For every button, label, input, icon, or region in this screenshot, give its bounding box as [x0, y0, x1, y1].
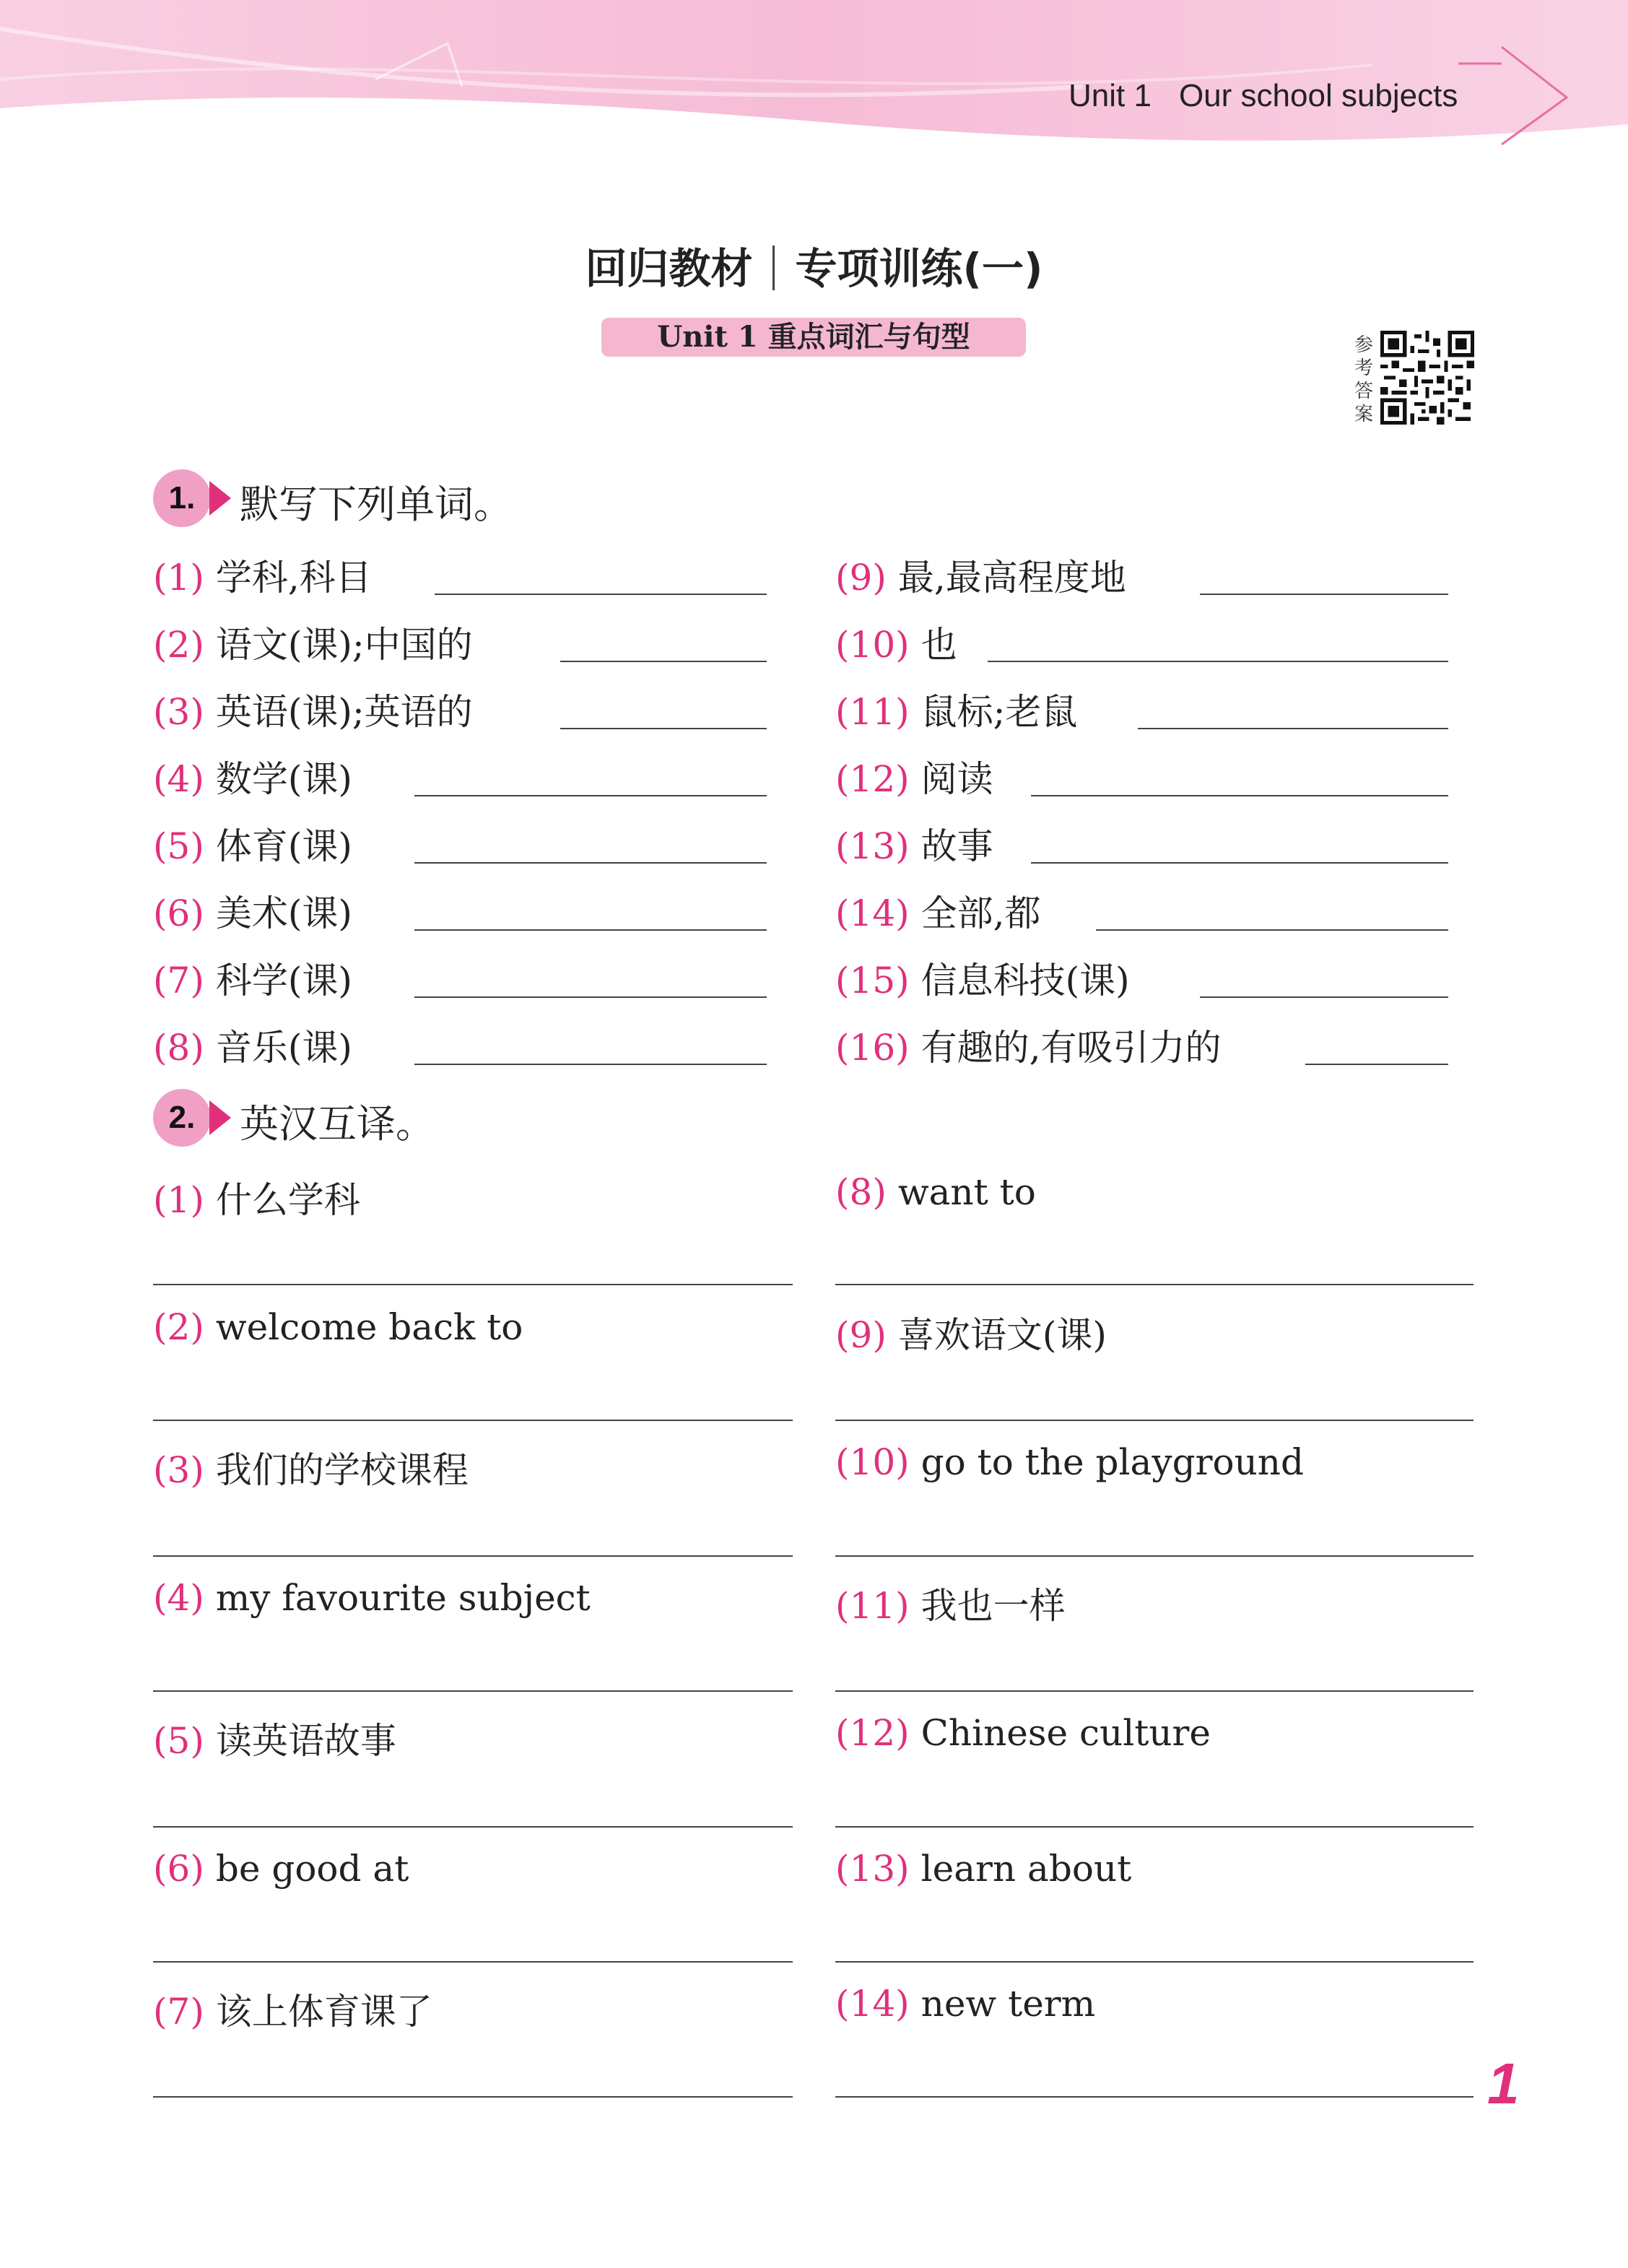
header-unit-title	[1068, 78, 1458, 114]
page-title	[0, 235, 1628, 295]
answer-blank[interactable]	[1305, 1064, 1448, 1065]
answer-line[interactable]	[835, 1961, 1474, 1963]
answer-blank[interactable]	[1096, 929, 1448, 931]
translate-item: (3) 我们的学校课程	[153, 1449, 469, 1491]
translate-item: (9) 喜欢语文(课)	[835, 1314, 1107, 1356]
word-item: (11) 鼠标;老鼠	[835, 691, 1078, 733]
qr-code-icon[interactable]	[1380, 331, 1474, 425]
title-right: 专项训练(一)	[795, 244, 1043, 293]
translate-item: (10) go to the playground	[835, 1441, 1304, 1483]
word-item: (2) 语文(课);中国的	[153, 624, 473, 666]
word-item: (3) 英语(课);英语的	[153, 691, 473, 733]
page-number: 1	[1487, 2051, 1520, 2116]
answer-line[interactable]	[153, 1690, 793, 1692]
section-title: 英汉互译。	[240, 1101, 435, 1147]
answer-blank[interactable]	[1031, 862, 1448, 864]
answer-blank[interactable]	[560, 661, 767, 662]
section-title: 默写下列单词。	[240, 482, 513, 527]
translate-item: (1) 什么学科	[153, 1179, 360, 1221]
section-arrow-icon	[209, 481, 231, 516]
translate-item: (12) Chinese culture	[835, 1712, 1211, 1754]
translate-item: (7) 该上体育课了	[153, 1991, 432, 2033]
word-item: (1) 学科,科目	[153, 557, 372, 599]
word-item: (13) 故事	[835, 825, 993, 867]
answer-line[interactable]	[153, 1555, 793, 1557]
answer-line[interactable]	[835, 1284, 1474, 1285]
word-item: (5) 体育(课)	[153, 825, 352, 867]
translate-item: (6) be good at	[153, 1848, 409, 1890]
answer-blank[interactable]	[1200, 996, 1448, 998]
answer-line[interactable]	[153, 2096, 793, 2098]
answer-line[interactable]	[153, 1826, 793, 1828]
word-item: (12) 阅读	[835, 758, 993, 800]
section-number-badge: 2.	[153, 1089, 211, 1147]
qr-label: 参 考 答 案	[1354, 334, 1373, 425]
answer-blank[interactable]	[414, 1064, 767, 1065]
word-item: (14) 全部,都	[835, 892, 1041, 934]
answer-blank[interactable]	[1031, 795, 1448, 796]
answer-blank[interactable]	[560, 728, 767, 729]
header-banner	[0, 0, 1628, 152]
translate-item: (14) new term	[835, 1983, 1096, 2025]
word-item: (15) 信息科技(课)	[835, 960, 1130, 1002]
answer-line[interactable]	[153, 1284, 793, 1285]
header-topic: Our school subjects	[1178, 78, 1458, 113]
answer-blank[interactable]	[988, 661, 1448, 662]
translate-item: (5) 读英语故事	[153, 1720, 396, 1762]
word-item: (8) 音乐(课)	[153, 1027, 352, 1069]
word-item: (6) 美术(课)	[153, 892, 352, 934]
answer-blank[interactable]	[435, 594, 767, 595]
answer-line[interactable]	[153, 1961, 793, 1963]
section-number-badge: 1.	[153, 469, 211, 527]
answer-line[interactable]	[153, 1420, 793, 1421]
translate-item: (11) 我也一样	[835, 1585, 1066, 1627]
translate-item: (2) welcome back to	[153, 1306, 523, 1348]
answer-line[interactable]	[835, 2096, 1474, 2098]
answer-blank[interactable]	[1138, 728, 1448, 729]
answer-blank[interactable]	[414, 996, 767, 998]
answer-line[interactable]	[835, 1826, 1474, 1828]
answer-line[interactable]	[835, 1690, 1474, 1692]
answer-blank[interactable]	[414, 862, 767, 864]
word-item: (16) 有趣的,有吸引力的	[835, 1027, 1222, 1069]
translate-item: (8) want to	[835, 1171, 1036, 1213]
word-item: (7) 科学(课)	[153, 960, 352, 1002]
answer-line[interactable]	[835, 1420, 1474, 1421]
arrow-icon	[1458, 43, 1574, 152]
answer-blank[interactable]	[1200, 594, 1448, 595]
translate-item: (13) learn about	[835, 1848, 1132, 1890]
word-item: (10) 也	[835, 624, 957, 666]
word-item: (9) 最,最高程度地	[835, 557, 1126, 599]
header-unit: Unit 1	[1068, 78, 1152, 113]
answer-line[interactable]	[835, 1555, 1474, 1557]
section-arrow-icon	[209, 1100, 231, 1135]
translate-item: (4) my favourite subject	[153, 1577, 591, 1619]
answer-blank[interactable]	[414, 929, 767, 931]
subtitle-badge: Unit 1 重点词汇与句型	[601, 318, 1026, 357]
word-item: (4) 数学(课)	[153, 758, 352, 800]
title-left: 回归教材	[585, 244, 753, 293]
answer-blank[interactable]	[414, 795, 767, 796]
